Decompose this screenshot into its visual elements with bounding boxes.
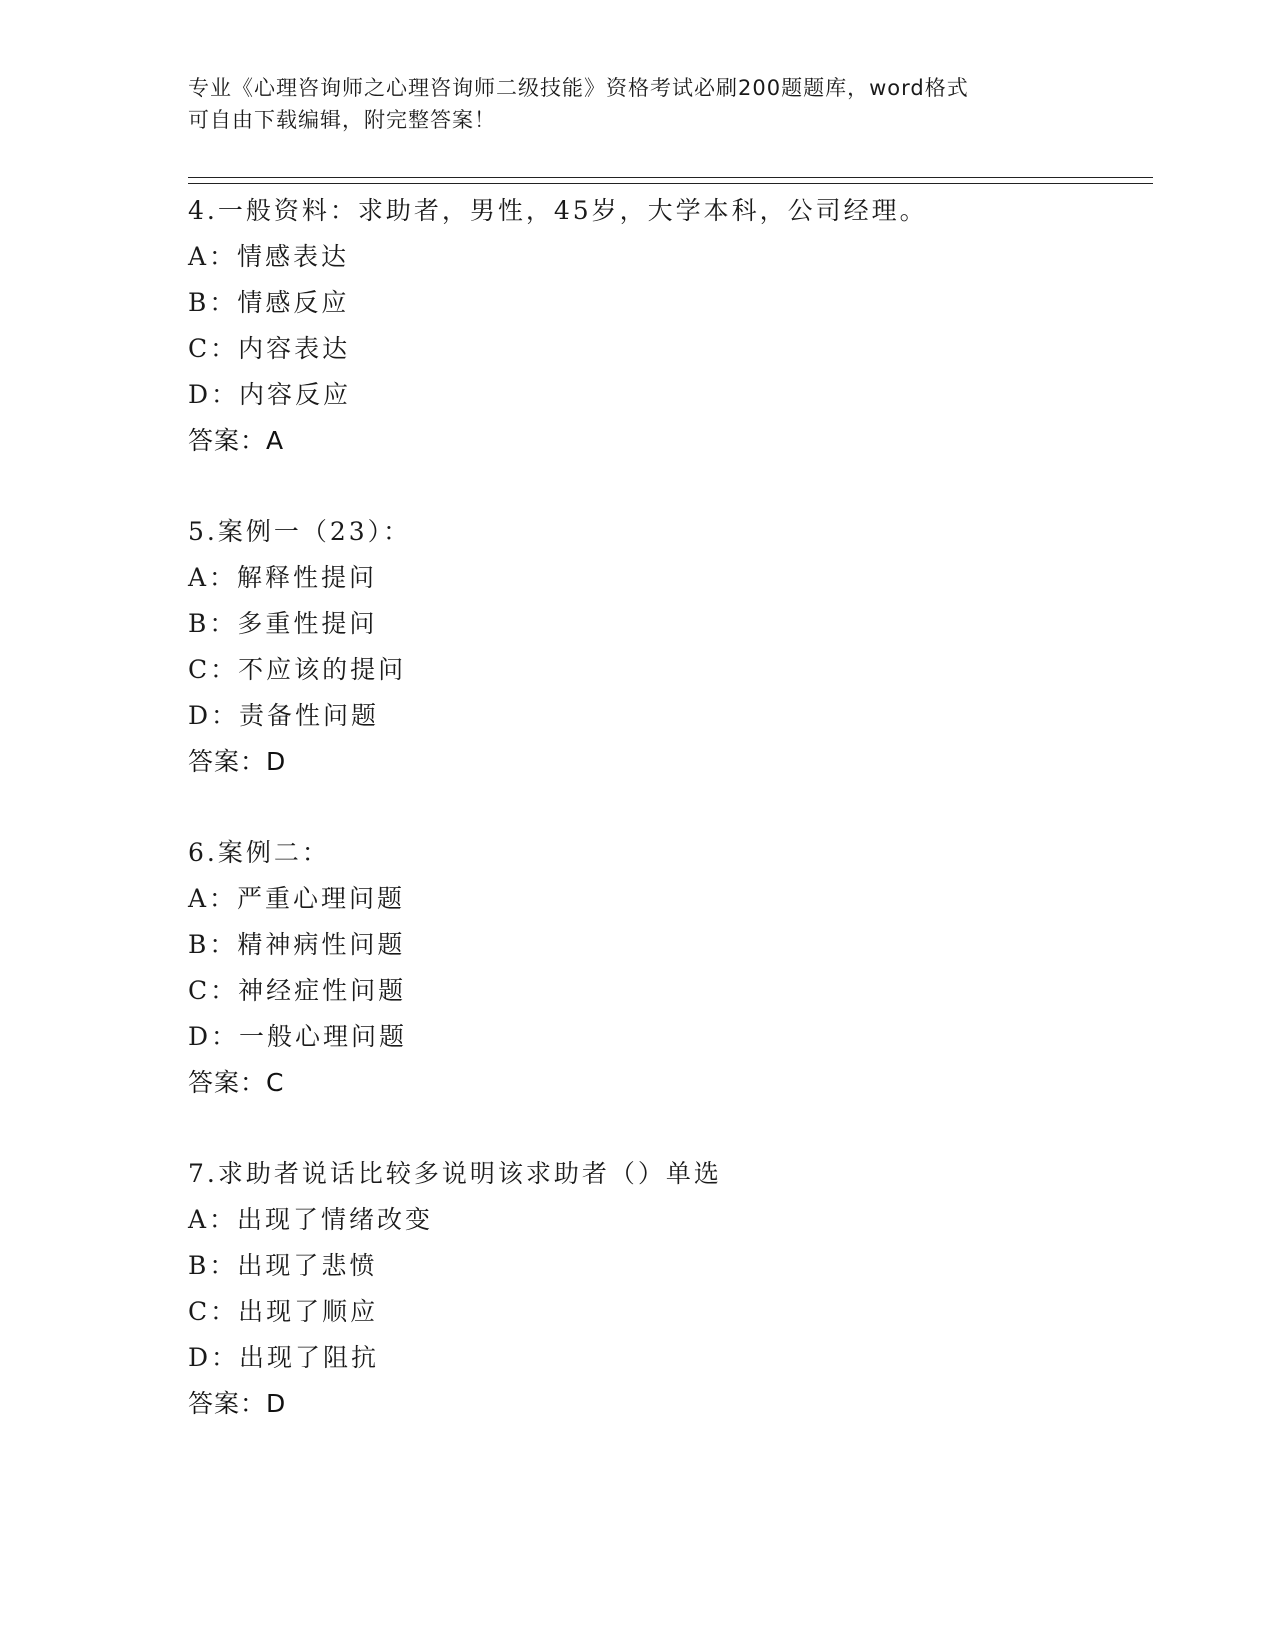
answer-line: 答案：C <box>188 1068 285 1097</box>
question-7 <box>188 1151 1148 1427</box>
option-b: B：情感反应 <box>188 288 350 317</box>
question-4 <box>188 188 1148 464</box>
header-title-line-1: 专业《心理咨询师之心理咨询师二级技能》资格考试必刷200题题库，word格式 <box>188 76 969 100</box>
question-stem: 4.一般资料：求助者，男性，45岁，大学本科，公司经理。 <box>188 196 928 225</box>
answer-line: 答案：D <box>188 1389 287 1418</box>
option-b: B：出现了悲愤 <box>188 1251 378 1280</box>
option-b: B：精神病性问题 <box>188 930 406 959</box>
question-stem: 7.求助者说话比较多说明该求助者（）单选 <box>188 1159 722 1188</box>
question-list <box>188 188 1148 1427</box>
question-stem: 5.案例一（23）： <box>188 517 412 546</box>
header-title-line-2: 可自由下载编辑，附完整答案！ <box>188 108 496 132</box>
answer-line: 答案：D <box>188 747 287 776</box>
document-header <box>188 72 1068 136</box>
option-c: C：内容表达 <box>188 334 351 363</box>
option-a: A：解释性提问 <box>188 563 378 592</box>
option-c: C：不应该的提问 <box>188 655 407 684</box>
option-d: D：内容反应 <box>188 380 352 409</box>
header-divider-top <box>188 177 1153 178</box>
option-a: A：情感表达 <box>188 242 350 271</box>
option-b: B：多重性提问 <box>188 609 378 638</box>
option-d: D：一般心理问题 <box>188 1022 408 1051</box>
question-stem: 6.案例二： <box>188 838 330 867</box>
question-5 <box>188 509 1148 785</box>
option-d: D：责备性问题 <box>188 701 380 730</box>
option-a: A：出现了情绪改变 <box>188 1205 434 1234</box>
option-c: C：出现了顺应 <box>188 1297 379 1326</box>
option-d: D：出现了阻抗 <box>188 1343 380 1372</box>
header-divider-bottom <box>188 183 1153 184</box>
answer-line: 答案：A <box>188 426 285 455</box>
option-c: C：神经症性问题 <box>188 976 407 1005</box>
question-6 <box>188 830 1148 1106</box>
option-a: A：严重心理问题 <box>188 884 406 913</box>
